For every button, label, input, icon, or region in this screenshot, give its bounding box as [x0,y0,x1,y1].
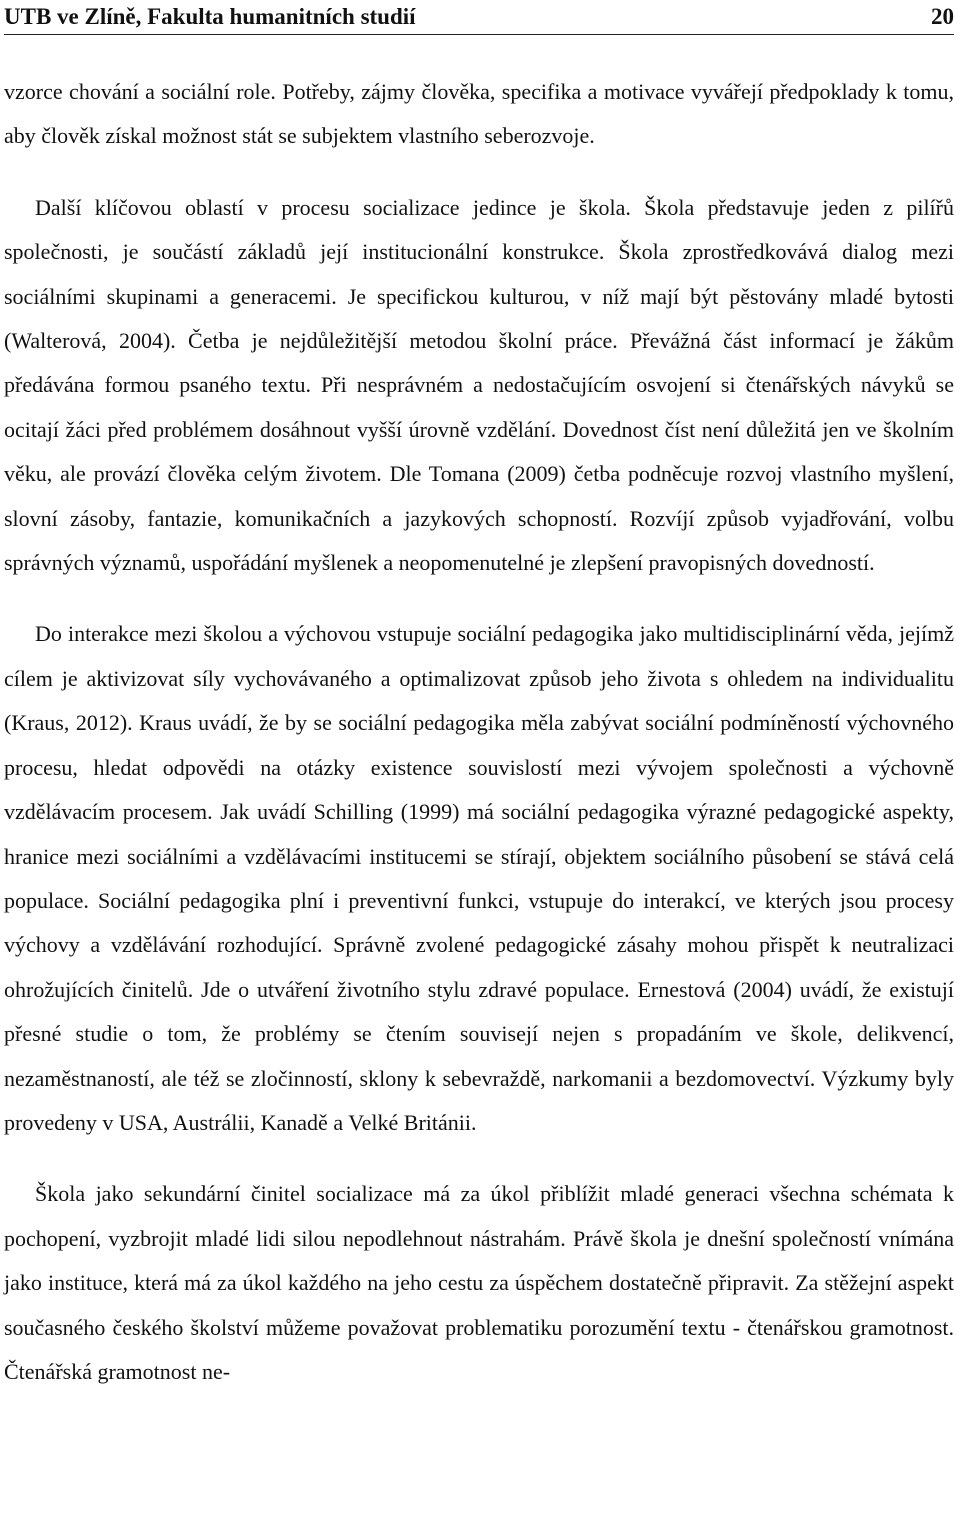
page-header [4,0,954,35]
paragraph-secondary-socialization: Škola jako sekundární činitel socializace má za úkol přiblížit mladé generaci všechna schémata k pochopení, vyzbrojit mladé lidi silou nepodlehnout nástrahám. Právě škola je dnešní společností vnímána jako instituce, která má za úkol každého na jeho cestu za úspěchem dostatečně připravit. Za stěžejní aspekt současného českého školství můžeme považovat problematiku porozumění textu - čtenářskou gramotnost. Čtenářská gramotnost ne- [4,1181,954,1384]
header-title: UTB ve Zlíně, Fakulta humanitních studií [4,4,416,29]
document-body [4,70,954,1394]
paragraph-continuation: vzorce chování a sociální role. Potřeby, zájmy člověka, specifika a motivace vyvářejí předpoklady k tomu, aby člověk získal možnost stát se subjektem vlastního seberozvoje. [4,79,954,149]
paragraph-social-pedagogy: Do interakce mezi školou a výchovou vstupuje sociální pedagogika jako multidisciplinární věda, jejímž cílem je aktivizovat síly vychovávaného a optimalizovat způsob jeho života s ohledem na individualitu (Kraus, 2012). Kraus uvádí, že by se sociální pedagogika měla zabývat sociální podmíněností výchovného procesu, hledat odpovědi na otázky existence souvislostí mezi vývojem společnosti a výchovně vzdělávacím procesem. Jak uvádí Schilling (1999) má sociální pedagogika výrazné pedagogické aspekty, hranice mezi sociálními a vzdělávacími institucemi se stírají, objektem sociálního působení se stává celá populace. Sociální pedagogika plní i preventivní funkci, vstupuje do interakcí, ve kterých jsou procesy výchovy a vzdělávání rozhodující. Správně zvolené pedagogické zásahy mohou přispět k neutralizaci ohrožujících činitelů. Jde o utváření životního stylu zdravé populace. Ernestová (2004) uvádí, že existují přesné studie o tom, že problémy se čtením souvisejí nejen s propadáním ve škole, delikvencí, nezaměstnaností, ale též se zločinností, sklony k sebevraždě, narkomanii a bezdomovectví. Výzkumy byly provedeny v USA, Austrálii, Kanadě a Velké Británii. [4,621,954,1135]
paragraph-school: Další klíčovou oblastí v procesu socializace jedince je škola. Škola představuje jeden z pilířů společnosti, je součástí základů její institucionální konstrukce. Škola zprostředkovává dialog mezi sociálními skupinami a generacemi. Je specifickou kulturou, v níž mají být pěstovány mladé bytosti (Walterová, 2004). Četba je nejdůležitější metodou školní práce. Převážná část informací je žákům předávána formou psaného textu. Při nesprávném a nedostačujícím osvojení si čtenářských návyků se ocitají žáci před problémem dosáhnout vyšší úrovně vzdělání. Dovednost číst není důležitá jen ve školním věku, ale provází člověka celým životem. Dle Tomana (2009) četba podněcuje rozvoj vlastního myšlení, slovní zásoby, fantazie, komunikačních a jazykových schopností. Rozvíjí způsob vyjadřování, volbu správných významů, uspořádání myšlenek a neopomenutelné je zlepšení pravopisných dovedností. [4,194,954,576]
page-number: 20 [931,4,954,29]
